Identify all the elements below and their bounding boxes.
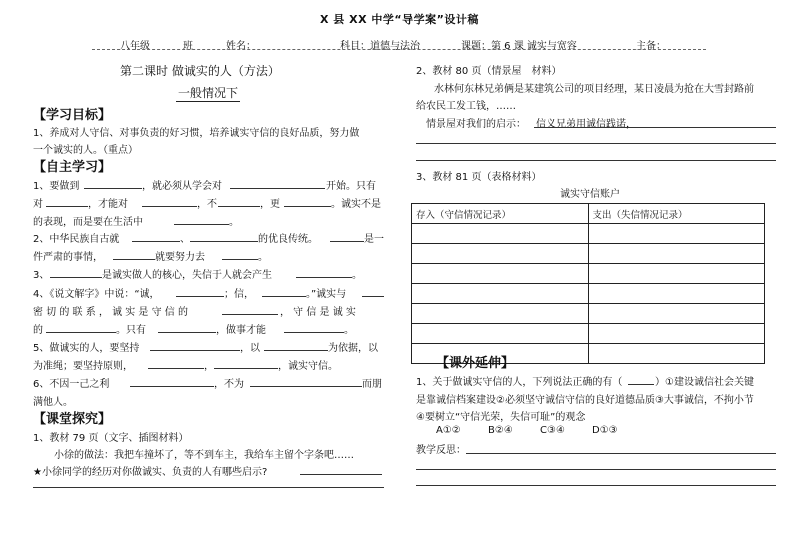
ext-q1-d: ④要树立“守信光荣，失信可耻”的观念 [416,412,586,423]
answer-line[interactable] [33,487,384,488]
table-row [412,284,765,304]
blank[interactable] [230,188,325,189]
blank[interactable] [296,277,352,278]
q2-text-g: 。 [258,252,268,263]
item1-title: 1、教材 79 页（文字、插图材料） [33,433,189,444]
topic-label: 课题：第 6 课 诚实与宽容 [461,41,577,52]
q4-text-d: 密 切 的 联 系 ， 诚 实 是 守 信 的 [33,307,188,318]
q3-text-a: 3、 [33,270,50,281]
section-self-study: 【自主学习】 [33,160,112,175]
q2-text-d: 是一 [364,234,384,245]
goal-line-1: 1、养成对人守信、对事负责的好习惯，培养诚实守信的良好品质，努力做 [33,128,360,139]
answer-blank[interactable] [628,384,654,385]
item2-text-1: 水林何东林兄弟俩是某建筑公司的项目经理，某日凌晨为抢在大雪封路前 [434,84,754,95]
q6-text-c: 而朋 [362,379,382,390]
blank[interactable] [362,296,384,297]
preparer-label: 主备： [636,41,666,52]
table-cell[interactable] [588,344,765,364]
q4-text-e: ， 守 信 是 诚 实 [280,307,356,318]
blank[interactable] [50,277,102,278]
goal-line-2: 一个诚实的人。（重点） [33,145,138,156]
table-cell[interactable] [588,304,765,324]
q5-text-c: 为依据，以 [328,343,378,354]
blank[interactable] [264,350,328,351]
q4-text-h: ，做事才能 [216,325,266,336]
q1-text-g: ，更 [260,199,280,210]
q4-text-b: ；信， [224,289,254,300]
blank[interactable] [46,206,88,207]
blank[interactable] [132,241,180,242]
blank[interactable] [190,241,258,242]
table-row [412,264,765,284]
q1-text-i: 的表现，而是要在生活中 [33,217,143,228]
blank[interactable] [214,368,278,369]
table-cell[interactable] [412,304,589,324]
page-title: X 县 XX 中学“导学案”设计稿 [320,13,479,26]
q4-text-i: 。 [344,325,354,336]
table-header-row [412,204,765,224]
lesson-title: 第二课时 做诚实的人（方法） [120,64,280,78]
option-b[interactable]: B②④ [488,425,513,436]
table-cell[interactable] [412,284,589,304]
blank[interactable] [150,350,240,351]
q3-text-c: 。 [352,270,362,281]
table-cell[interactable] [412,264,589,284]
table-row [412,304,765,324]
q5-text-f: ，诚实守信。 [278,361,338,372]
blank[interactable] [148,368,204,369]
q4-text-f: 的 [33,325,43,336]
q4-text-g: 。只有 [116,325,146,336]
item2-answer: 信义兄弟用诚信践诺， [536,119,636,130]
answer-line[interactable] [416,143,776,144]
reflection-label: 教学反思： [416,445,466,456]
blank[interactable] [284,206,331,207]
blank[interactable] [262,296,306,297]
table-row [412,324,765,344]
q6-text-a: 6、不因一己之利 [33,379,110,390]
section-goals: 【学习目标】 [33,108,112,123]
section-classroom: 【课堂探究】 [33,412,112,427]
header-divider [92,49,706,50]
q2-text-e: 件严肃的事情， [33,252,103,263]
item2-question: 情景屋对我们的启示： [426,119,526,130]
option-a[interactable]: A①② [436,425,461,436]
blank[interactable] [222,259,258,260]
q6-text-d: 满他人。 [33,397,73,408]
section-extension: 【课外延伸】 [436,356,515,371]
blank[interactable] [46,332,116,333]
answer-line[interactable] [416,160,776,161]
table-cell[interactable] [588,284,765,304]
blank[interactable] [330,241,364,242]
q1-text-d: 对 [33,199,43,210]
subject-label: 科目：道德与法治 [340,41,420,52]
blank[interactable] [158,332,216,333]
blank[interactable] [222,314,278,315]
reflection-line[interactable] [466,453,776,454]
name-label: 姓名： [226,41,256,52]
blank[interactable] [176,296,224,297]
table-cell[interactable] [588,224,765,244]
ext-q1-a: 1、关于做诚实守信的人，下列说法正确的有（ [416,377,623,388]
reflection-line[interactable] [416,469,776,470]
blank[interactable] [250,386,362,387]
table-cell[interactable] [412,224,589,244]
blank[interactable] [113,259,155,260]
table-row [412,244,765,264]
q2-text-c: 的优良传统。 [258,234,318,245]
blank[interactable] [218,206,260,207]
answer-line[interactable] [534,127,776,128]
table-row [412,224,765,244]
q1-text-b: ，就必须从学会对 [142,181,222,192]
q2-text-a: 2、中华民族自古就 [33,234,120,245]
item3-title: 3、教材 81 页（表格材料） [416,172,542,183]
q2-text-f: 就要努力去 [155,252,205,263]
q1-text-f: ，不 [197,199,217,210]
blank[interactable] [174,224,229,225]
option-c[interactable]: C③④ [540,425,565,436]
table-header-withdraw: 支出（失信情况记录） [588,204,765,224]
q1-text-h: 。诚实不是 [331,199,381,210]
q1-text-a: 1、要做到 [33,181,80,192]
answer-line[interactable] [300,474,382,475]
ext-q1-c: 是靠诚信档案建设②必须坚守诚信守信的良好道德品质③大事诚信，不拘小节 [416,395,754,406]
class-label: 班 [183,41,193,52]
item1-text: 小徐的做法：我把车撞坏了，等不到车主，我给车主留个字条吧…… [54,450,354,461]
blank[interactable] [284,332,344,333]
honesty-account-table [411,203,765,364]
grade-label: 八年级 [120,41,150,52]
table-cell[interactable] [412,244,589,264]
q1-text-c: 开始。只有 [326,181,376,192]
q5-text-e: ， [204,361,214,372]
q5-text-d: 为准绳；要坚持原则， [33,361,133,372]
blank[interactable] [84,188,142,189]
blank[interactable] [142,206,197,207]
q1-text-j: 。 [229,217,239,228]
q2-text-b: 、 [180,234,190,245]
level-label: 一般情况下 [178,86,239,100]
item2-title: 2、教材 80 页（情景屋 材料） [416,66,562,77]
q3-text-b: 是诚实做人的核心，失信于人就会产生 [102,270,272,281]
table-cell[interactable] [588,324,765,344]
table-header-deposit: 存入（守信情况记录） [412,204,589,224]
option-d[interactable]: D①③ [592,425,618,436]
q5-text-a: 5、做诚实的人，要坚持 [33,343,140,354]
table-title: 诚实守信账户 [560,189,620,200]
ext-q1-b: ）①建设诚信社会关键 [655,377,754,388]
q5-text-b: ，以 [240,343,260,354]
q4-text-c: 。”诚实与 [306,289,347,300]
q4-text-a: 4、《说文解字》中说：“诚， [33,289,160,300]
q6-text-b: ，不为 [214,379,244,390]
table-cell[interactable] [588,244,765,264]
blank[interactable] [130,386,214,387]
item1-question: ★小徐同学的经历对你做诚实、负责的人有哪些启示? [33,467,268,478]
q1-text-e: ，才能对 [88,199,128,210]
table-cell[interactable] [412,324,589,344]
item2-text-2: 给农民工发工钱，…… [416,101,516,112]
table-cell[interactable] [588,264,765,284]
reflection-line[interactable] [416,485,776,486]
